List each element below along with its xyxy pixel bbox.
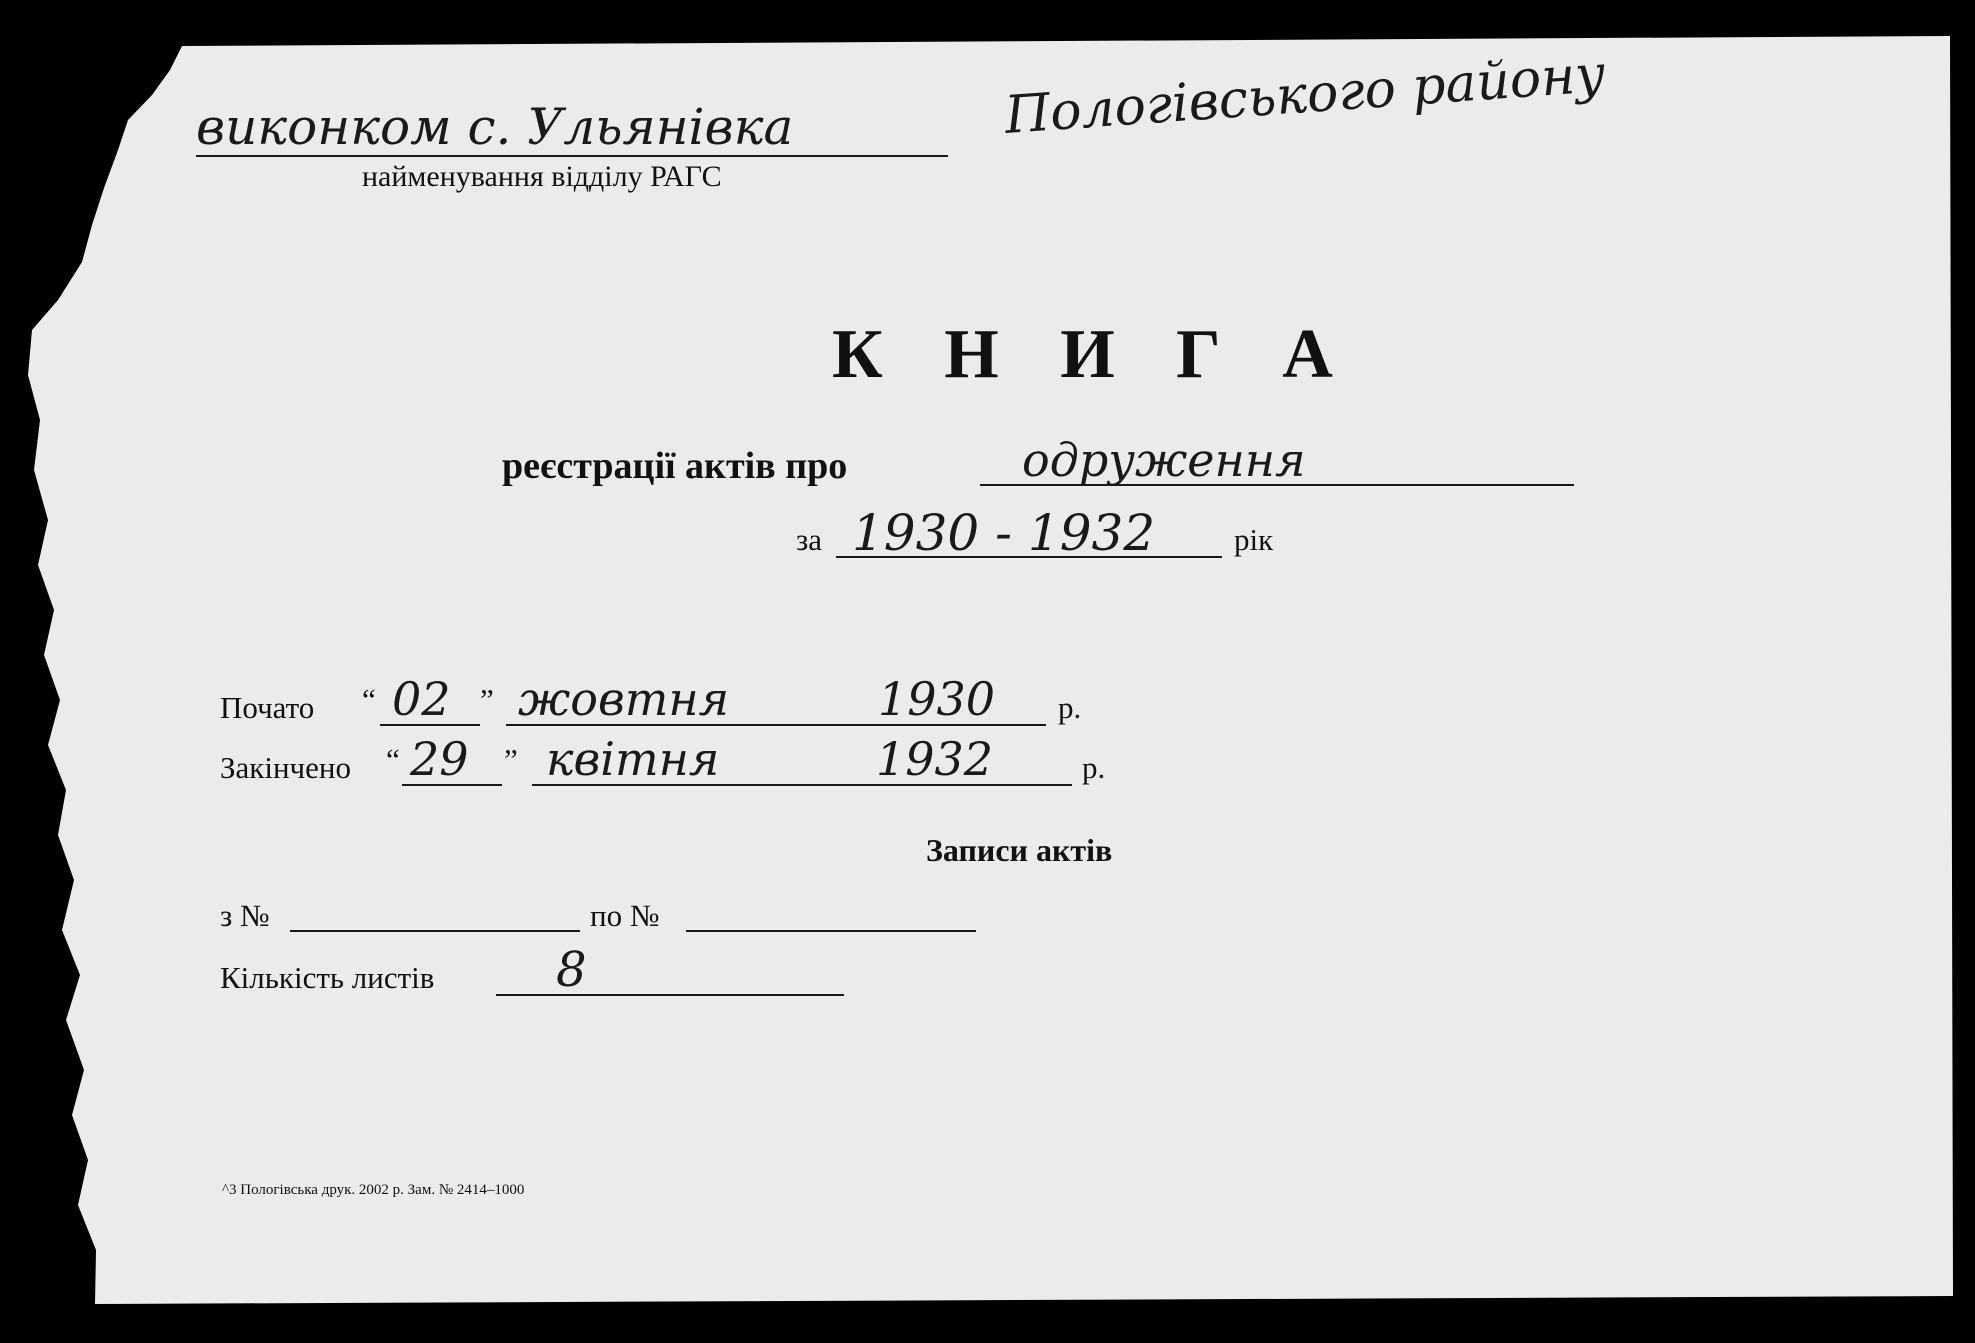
finished-label: Закінчено <box>220 750 351 785</box>
handwritten-years: 1930 - 1932 <box>852 504 1156 562</box>
start-day-underline <box>380 724 480 726</box>
finished-suffix: р. <box>1082 750 1106 785</box>
year-prefix: за <box>796 522 823 557</box>
printer-note: ^3 Пологівська друк. 2002 р. Зам. № 2414–1000 <box>222 1182 525 1198</box>
handwritten-end-year: 1932 <box>876 732 994 786</box>
records-to-label: по № <box>590 898 660 933</box>
year-suffix: рік <box>1234 522 1274 557</box>
office-caption: найменування відділу РАГС <box>362 160 722 193</box>
sheets-label: Кількість листів <box>220 960 435 995</box>
handwritten-district-name: Пологівського району <box>1002 44 1608 146</box>
start-date-underline <box>506 724 1046 726</box>
records-from-label: з № <box>220 898 270 933</box>
end-day-underline <box>402 784 502 786</box>
records-heading: Записи актів <box>926 832 1113 868</box>
started-open-quote: “ <box>362 682 376 717</box>
book-title: К Н И Г А <box>832 316 1355 393</box>
finished-close-quote: ” <box>504 742 518 777</box>
handwritten-registration-type: одруження <box>1022 433 1306 487</box>
sheets-underline <box>496 994 844 996</box>
started-label: Почато <box>220 690 315 725</box>
handwritten-office-name: виконком с. Ульянівка <box>196 98 794 156</box>
office-name-underline <box>196 155 948 157</box>
handwritten-sheet-count: 8 <box>556 942 587 998</box>
records-to-blank <box>686 930 976 932</box>
registration-label: реєстрації актів про <box>502 445 848 487</box>
registration-underline <box>980 484 1574 486</box>
handwritten-start-year: 1930 <box>878 672 996 726</box>
end-date-underline <box>532 784 1072 786</box>
handwritten-start-month: жовтня <box>518 672 730 726</box>
finished-open-quote: “ <box>386 742 400 777</box>
year-underline <box>836 556 1222 558</box>
records-from-blank <box>290 930 580 932</box>
handwritten-start-day: 02 <box>392 672 451 726</box>
handwritten-end-month: квітня <box>546 732 720 786</box>
handwritten-end-day: 29 <box>410 732 469 786</box>
started-close-quote: ” <box>480 682 494 717</box>
started-suffix: р. <box>1058 690 1082 725</box>
